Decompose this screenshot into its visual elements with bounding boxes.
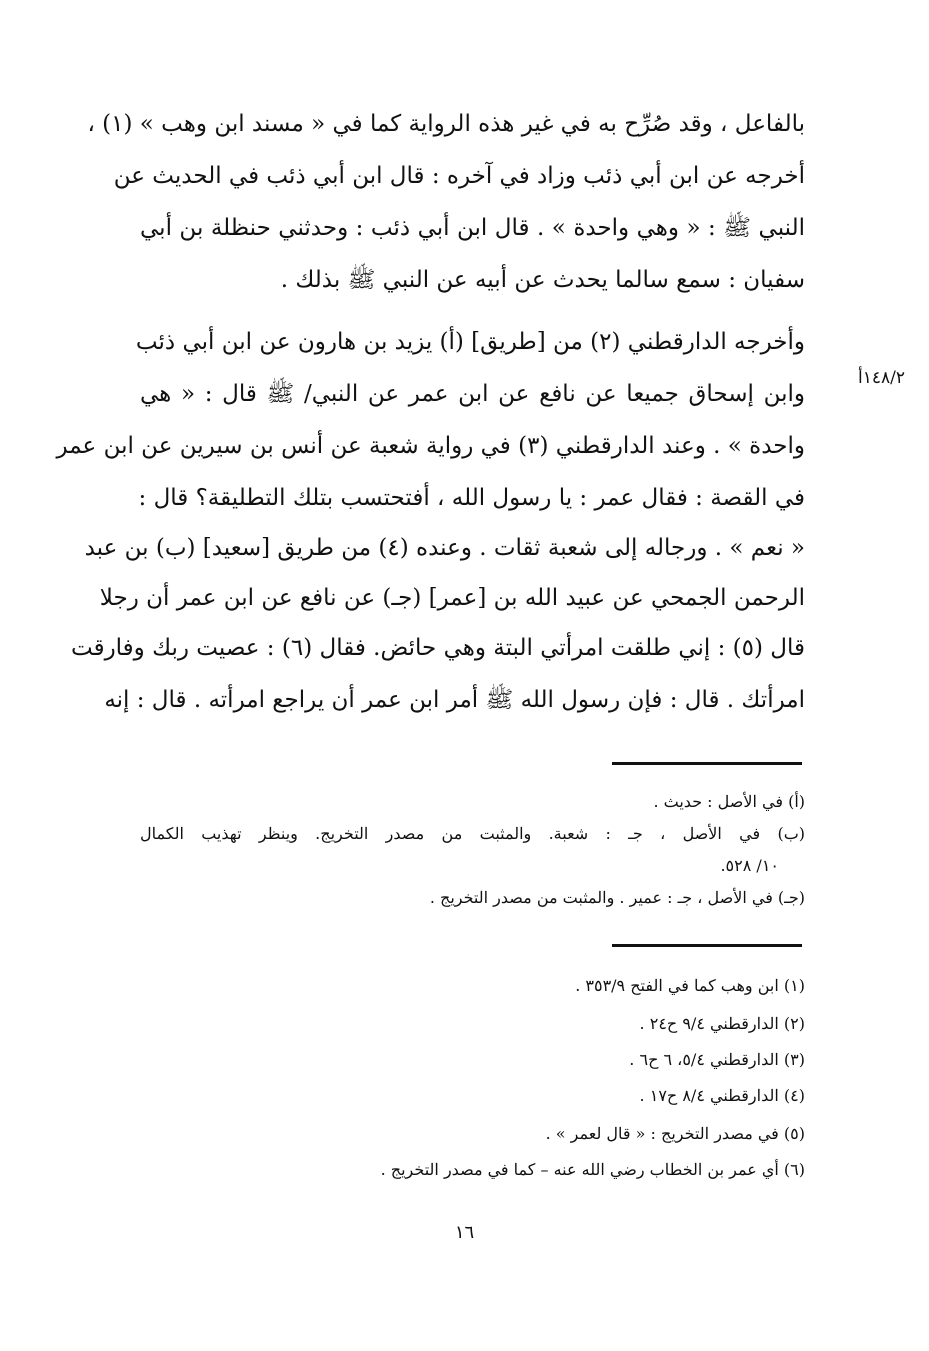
body-line-2: أخرجه عن ابن أبي ذئب وزاد في آخره : قال ابن أبي ذئب في الحديث عن [113,163,805,189]
body-line-1: بالفاعل ، وقد صُرِّح به في غير هذه الرواية كما في « مسند ابن وهب » (١) ، [87,111,805,137]
body-line-5: وأخرجه الدارقطني (٢) من [طريق] (أ) يزيد بن هارون عن ابن أبي ذئب [135,329,805,355]
body-line-4: سفيان : سمع سالما يحدث عن أبيه عن النبي ﷺ بذلك . [280,267,805,293]
margin-folio-note: ١٤٨/٢أ [858,368,905,388]
page-number: ١٦ [454,1222,475,1243]
footnotes-separator [612,944,802,947]
body-line-10: الرحمن الجمحي عن عبيد الله بن [عمر] (جـ) عن نافع عن ابن عمر أن رجلا [99,585,805,611]
body-line-11: قال (٥) : إني طلقت امرأتي البتة وهي حائض. فقال (٦) : عصيت ربك وفارقت [70,635,805,661]
footnote-3: (٣) الدارقطني ٥/٤، ٦ ح٦ . [629,1050,805,1069]
variant-note-a: (أ) في الأصل : حديث . [653,792,805,811]
body-line-6: وابن إسحاق جميعا عن نافع عن ابن عمر عن النبي/ ﷺ قال : « هي [140,381,805,407]
body-line-7: واحدة » . وعند الدارقطني (٣) في رواية شعبة عن أنس بن سيرين عن ابن عمر [56,433,805,459]
variant-note-b: (ب) في الأصل ، جـ : شعبة. والمثبت من مصدر التخريج. وينظر تهذيب الكمال [140,824,805,843]
footnote-4: (٤) الدارقطني ٨/٤ ح١٧ . [639,1086,805,1105]
footnote-1: (١) ابن وهب كما في الفتح ٣٥٣/٩ . [575,976,805,995]
body-line-3: النبي ﷺ : « وهي واحدة » . قال ابن أبي ذئب : وحدثني حنظلة بن أبي [140,215,805,241]
body-line-12: امرأتك . قال : فإن رسول الله ﷺ أمر ابن عمر أن يراجع امرأته . قال : إنه [104,687,805,713]
variant-note-c: (جـ) في الأصل ، جـ : عمير . والمثبت من مصدر التخريج . [429,888,805,907]
footnote-5: (٥) في مصدر التخريج : « قال لعمر » . [545,1124,805,1143]
body-line-9: « نعم » . ورجاله إلى شعبة ثقات . وعنده (٤) من طريق [سعيد] (ب) بن عبد [84,535,805,561]
footnote-6: (٦) أي عمر بن الخطاب رضي الله عنه – كما في مصدر التخريج . [380,1160,805,1179]
body-line-8: في القصة : فقال عمر : يا رسول الله ، أفتحتسب بتلك التطليقة؟ قال : [138,485,805,511]
footnote-2: (٢) الدارقطني ٩/٤ ح٢٤ . [639,1014,805,1033]
variant-note-b-cont: ١٠/ ٥٢٨. [720,856,779,875]
variant-notes-separator [612,762,802,765]
